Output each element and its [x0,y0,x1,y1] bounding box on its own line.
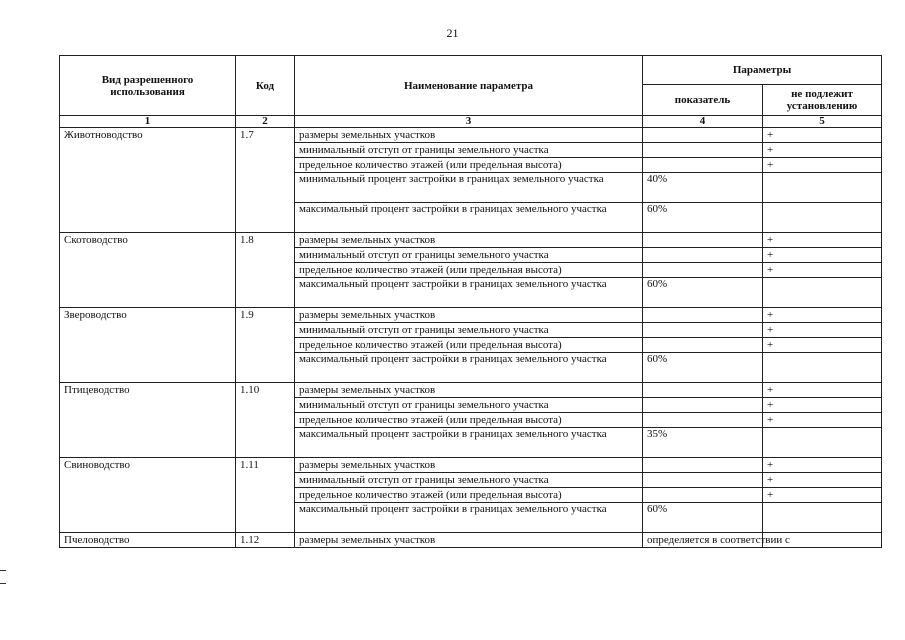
indicator-value [643,263,763,278]
header-parameters: Параметры [643,56,882,85]
header-use-type: Вид разрешенного использования [60,56,236,116]
use-type-name: Звероводство [60,308,236,383]
parameter-name: размеры земельных участков [295,308,643,323]
indicator-value [643,458,763,473]
page-number: 21 [446,26,459,40]
indicator-value: 60% [643,503,763,533]
indicator-value [643,473,763,488]
use-type-code: 1.12 [236,533,295,548]
parameter-name: размеры земельных участков [295,533,643,548]
not-established-mark [763,203,882,233]
not-established-mark: + [763,398,882,413]
indicator-value [643,128,763,143]
indicator-value [643,323,763,338]
column-number: 2 [236,116,295,128]
indicator-value: 35% [643,428,763,458]
column-number: 5 [763,116,882,128]
use-type-name: Скотоводство [60,233,236,308]
not-established-mark [763,173,882,203]
not-established-mark [763,278,882,308]
column-number: 3 [295,116,643,128]
not-established-mark: + [763,323,882,338]
use-type-code: 1.10 [236,383,295,458]
parameter-name: максимальный процент застройки в границах земельного участка [295,353,643,383]
parameter-name: размеры земельных участков [295,233,643,248]
header-parameter-name: Наименование параметра [295,56,643,116]
use-type-code: 1.7 [236,128,295,233]
column-number: 4 [643,116,763,128]
parameter-name: максимальный процент застройки в границах земельного участка [295,428,643,458]
not-established-mark: + [763,128,882,143]
header-indicator: показатель [643,85,763,116]
use-type-name: Свиноводство [60,458,236,533]
indicator-value [643,233,763,248]
not-established-mark: + [763,248,882,263]
use-type-code: 1.8 [236,233,295,308]
not-established-mark: + [763,158,882,173]
not-established-mark: + [763,413,882,428]
use-type-name: Животноводство [60,128,236,233]
regulations-table [59,55,882,548]
use-type-code: 1.11 [236,458,295,533]
not-established-mark: + [763,458,882,473]
parameter-name: минимальный отступ от границы земельного участка [295,143,643,158]
column-number: 1 [60,116,236,128]
indicator-value [643,398,763,413]
parameter-name: максимальный процент застройки в границах земельного участка [295,278,643,308]
table-body [60,128,882,548]
table-row [60,533,882,548]
use-type-name: Птицеводство [60,383,236,458]
indicator-value [643,248,763,263]
indicator-value: 60% [643,278,763,308]
table-row [60,233,882,248]
parameter-name: минимальный процент застройки в границах земельного участка [295,173,643,203]
parameter-name: предельное количество этажей (или предельная высота) [295,263,643,278]
table-row [60,458,882,473]
indicator-value [643,413,763,428]
parameter-name: размеры земельных участков [295,128,643,143]
parameter-name: размеры земельных участков [295,458,643,473]
table-row [60,308,882,323]
parameter-name: максимальный процент застройки в границах земельного участка [295,203,643,233]
parameter-name: минимальный отступ от границы земельного участка [295,248,643,263]
indicator-value: 40% [643,173,763,203]
indicator-value [643,488,763,503]
header-code: Код [236,56,295,116]
not-established-mark: + [763,233,882,248]
parameter-name: размеры земельных участков [295,383,643,398]
parameter-name: предельное количество этажей (или предельная высота) [295,413,643,428]
not-established-mark: + [763,488,882,503]
indicator-value: 60% [643,353,763,383]
indicator-value [643,308,763,323]
not-established-mark: + [763,308,882,323]
indicator-value [643,143,763,158]
not-established-mark [763,428,882,458]
not-established-mark [763,503,882,533]
margin-mark [0,570,6,571]
not-established-mark: + [763,383,882,398]
not-established-mark [763,353,882,383]
parameter-name: предельное количество этажей (или предельная высота) [295,488,643,503]
indicator-value: 60% [643,203,763,233]
table-row [60,383,882,398]
not-established-mark: + [763,263,882,278]
indicator-value [643,383,763,398]
header-not-established: не подлежит установлению [763,85,882,116]
margin-mark [0,583,6,584]
parameter-name: минимальный отступ от границы земельного участка [295,323,643,338]
table-row [60,128,882,143]
not-established-mark: + [763,473,882,488]
indicator-value [643,158,763,173]
use-type-name: Пчеловодство [60,533,236,548]
indicator-value [643,338,763,353]
parameter-name: предельное количество этажей (или предельная высота) [295,338,643,353]
indicator-value: определяется в соответствии с [643,533,763,548]
not-established-mark: + [763,143,882,158]
parameter-name: минимальный отступ от границы земельного участка [295,398,643,413]
not-established-mark: + [763,338,882,353]
parameter-name: предельное количество этажей (или предельная высота) [295,158,643,173]
parameter-name: максимальный процент застройки в границах земельного участка [295,503,643,533]
parameter-name: минимальный отступ от границы земельного участка [295,473,643,488]
use-type-code: 1.9 [236,308,295,383]
